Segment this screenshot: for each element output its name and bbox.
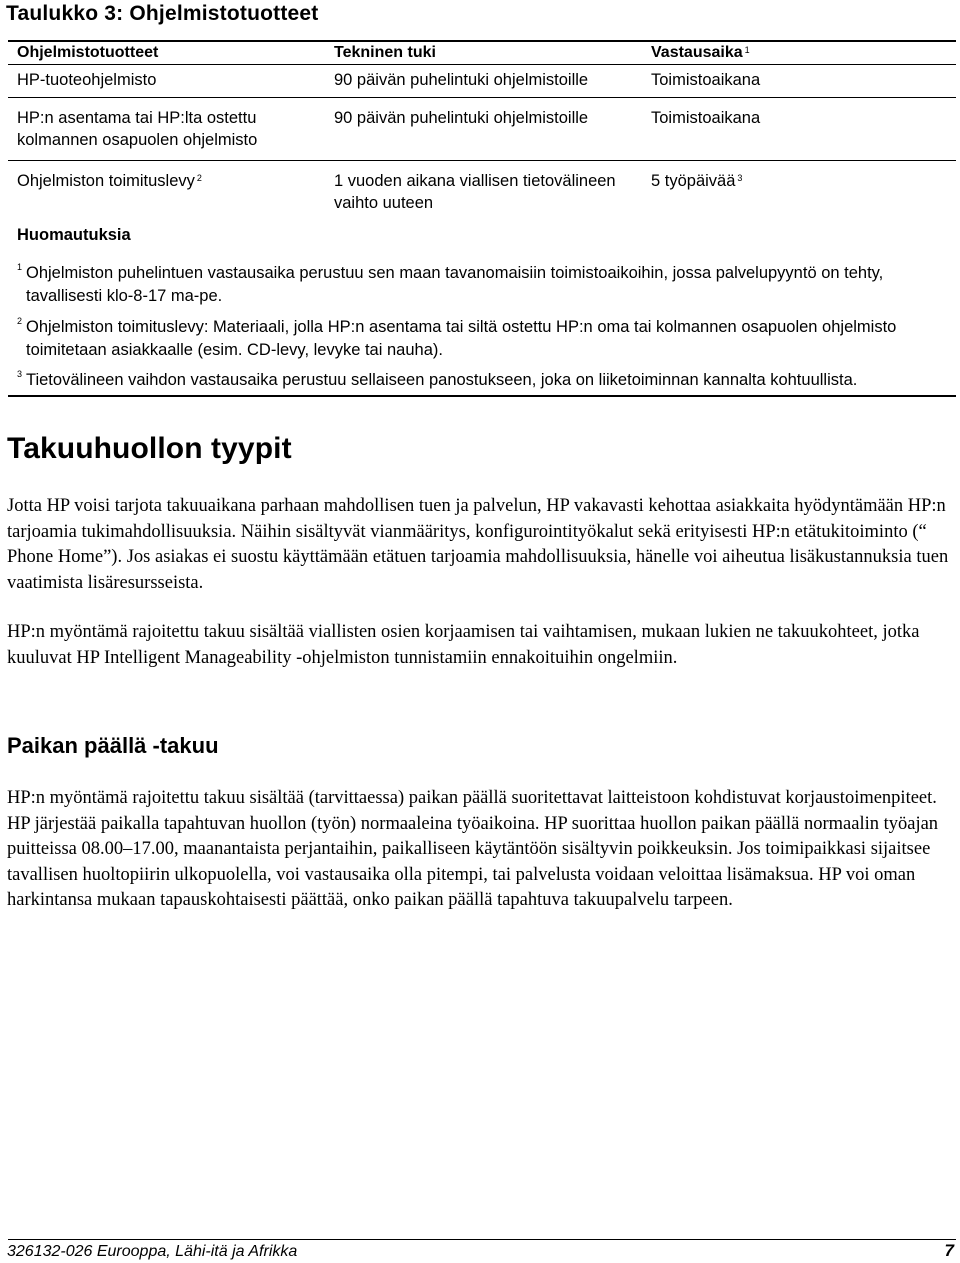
header-response-time: Vastausaika $^1$ — [651, 44, 750, 61]
footnote-2 — [17, 316, 942, 362]
table-row — [8, 98, 956, 161]
footnote-text: Ohjelmiston toimituslevy: Materiaali, jolla HP:n asentama tai siltä ostettu HP:n oma tai kolmannen osapuolen ohjelmisto toimitetaan asiakkaalle (esim. CD-levy, levyke tai nauha). — [26, 318, 897, 359]
footnote-3 — [17, 369, 942, 392]
paragraph-onsite-warranty: HP:n myöntämä rajoitettu takuu sisältää (tarvittaessa) paikan päällä suoritettavat laitteistoon kohdistuvat korjaustoimenpiteet. HP järjestää paikalla tapahtuvan huollon (työn) normaaleina työaikoina. HP suorittaa huollon paikan päällä normaalin työajan puitteissa 08.00–17.00, maanantaista perjantaihin, paikalliseen käytäntöön sisältyvin poikkeuksin. Jos toimipaikkasi sijaitsee tavallisen huoltopiirin ulkopuolella, voi vastausaika olla pitempi, tai palvelusta voidaan veloittaa lisämaksua. HP voi oman harkintansa mukaan tapauskohtaisesti päättää, onko paikan päällä tapahtuva takuupalvelu tarpeen. — [7, 788, 939, 911]
row1-response: Toimistoaikana — [651, 71, 761, 89]
table-row — [8, 65, 956, 98]
section-heading-warranty-service-types: Takuuhuollon tyypit — [7, 432, 292, 465]
row3-response: 5 työpäivää $^3$ — [651, 172, 743, 190]
row2-product: HP:n asentama tai HP:lta ostettu kolmannen osapuolen ohjelmisto — [17, 109, 258, 149]
table-row — [8, 161, 956, 221]
row3-product: Ohjelmiston toimituslevy $^2$ — [17, 172, 202, 190]
row2-support: 90 päivän puhelintuki ohjelmistoille — [334, 109, 589, 127]
footnote-number: 3 — [17, 369, 23, 379]
footnote-text: Ohjelmiston puhelintuen vastausaika perustuu sen maan tavanomaisiin toimistoaikoihin, jossa palvelupyyntö on tehty, tavallisesti klo-8-17 ma-pe. — [26, 264, 884, 305]
footnote-number: 2 — [17, 316, 23, 326]
notes-title: Huomautuksia — [17, 226, 131, 244]
row2-response: Toimistoaikana — [651, 109, 761, 127]
paragraph-limited-warranty: HP:n myöntämä rajoitettu takuu sisältää viallisten osien korjaamisen tai vaihtamisen, mukaan lukien ne takuukohteet, jotka kuuluvat HP Intelligent Manageability -ohjelmiston tunnistamiin ennakoituihin ongelmiin. — [7, 622, 920, 668]
footer-divider — [8, 1239, 956, 1240]
software-products-table — [8, 40, 956, 397]
table-header-row — [8, 42, 956, 65]
paragraph-remote-support: Jotta HP voisi tarjota takuuaikana parhaan mahdollisen tuen ja palvelun, HP vakavasti kehottaa asiakkaita hyödyntämään HP:n tarjoamia tukimahdollisuuksia. Näihin sisältyvät vianmääritys, konfigurointityökalut sekä erityisesti HP:n etätukitoiminto (“ Phone Home”). Jos asiakas ei suostu käyttämään etätuen tarjoamia mahdollisuuksia, hänelle voi aiheutua lisäkustannuksia tuen vaatimista lisäresursseista. — [7, 496, 949, 593]
header-technical-support: Tekninen tuki — [334, 44, 436, 61]
page-number: 7 — [944, 1241, 954, 1260]
header-products: Ohjelmistotuotteet — [17, 44, 159, 61]
footnote-text: Tietovälineen vaihdon vastausaika perustuu sellaiseen panostukseen, joka on liiketoiminnan kannalta kohtuullista. — [26, 371, 858, 389]
footer-document-id: 326132-026 Eurooppa, Lähi-itä ja Afrikka — [7, 1243, 298, 1260]
table-title: Taulukko 3: Ohjelmistotuotteet — [6, 2, 319, 25]
row1-support: 90 päivän puhelintuki ohjelmistoille — [334, 71, 589, 89]
footnote-1 — [17, 262, 942, 308]
row1-product: HP-tuoteohjelmisto — [17, 71, 157, 89]
footnote-number: 1 — [17, 262, 23, 272]
section-heading-onsite-warranty: Paikan päällä -takuu — [7, 733, 219, 758]
row3-support: 1 vuoden aikana viallisen tietovälineen vaihto uuteen — [334, 172, 616, 212]
